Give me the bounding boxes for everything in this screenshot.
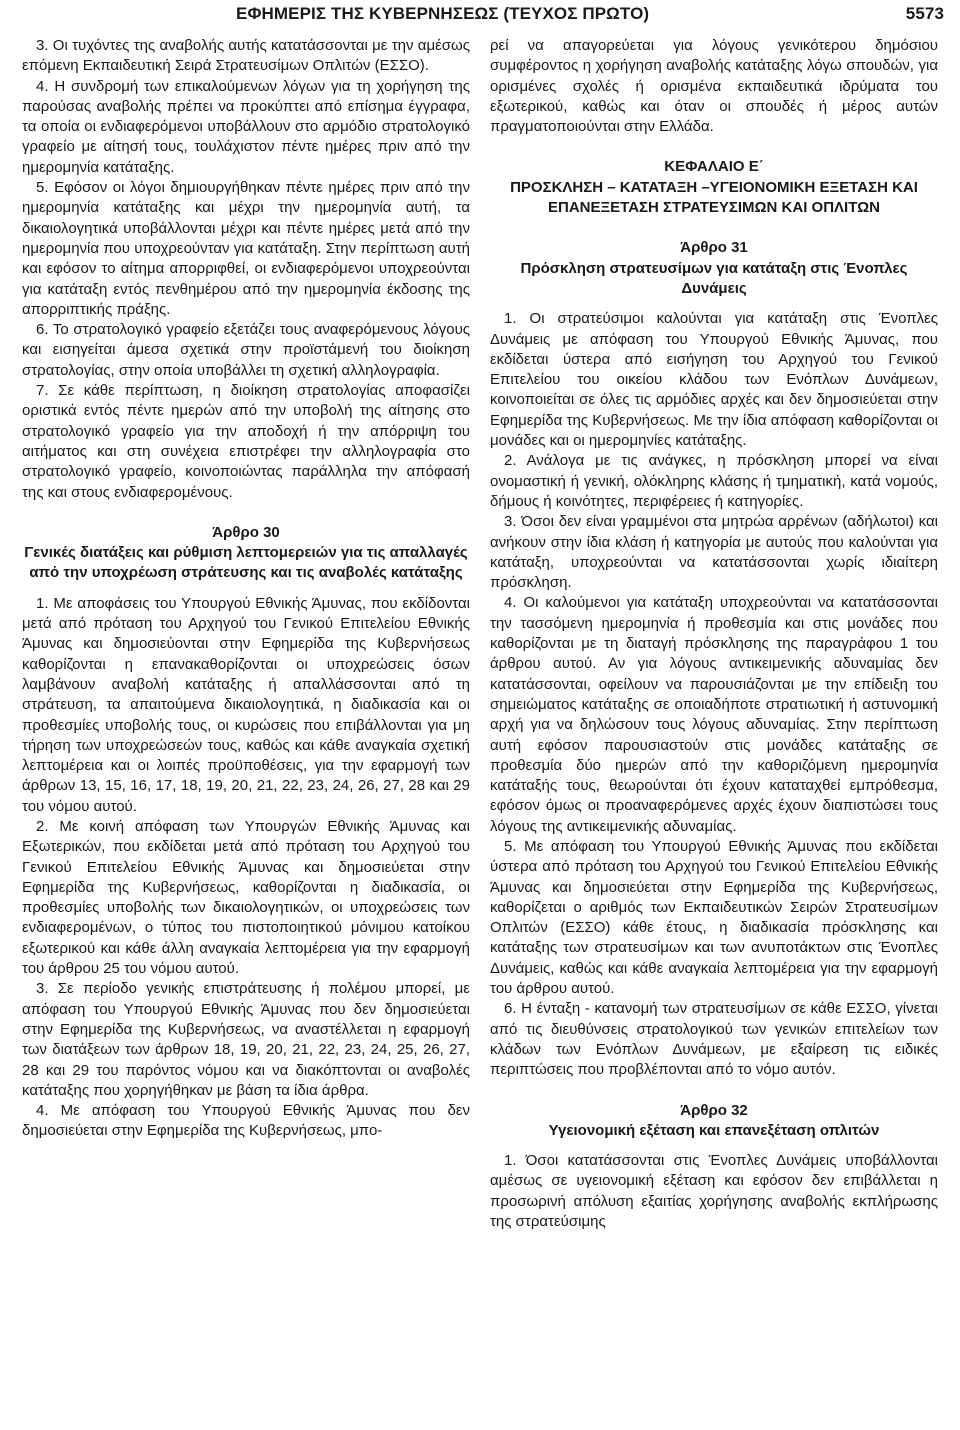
article-31-paragraph-5: 5. Με απόφαση του Υπουργού Εθνικής Άμυνας που εκδίδεται ύστερα από πρόταση του Αρχηγού του Γενικού Επιτελείου Εθνικής Άμυνας και δημοσιεύεται στην Εφημερίδα της Κυβερνήσεως, καθορίζεται ο αριθμός των Εκπαιδευτικών Σειρών Στρατευσίμων Οπλιτών (ΕΣΣΟ) κάθε έτους, η διαδικασία πρόσκλησης και κατάταξης των στρατευσίμων και των ανυποτάκτων στις Ένοπλες Δυνάμεις, καθώς και κάθε αναγκαία λεπτομέρεια για την εφαρμογή του άρθρου αυτού. [490, 837, 938, 998]
article-31-paragraph-6: 6. Η ένταξη - κατανομή των στρατευσίμων σε κάθε ΕΣΣΟ, γίνεται από τις διευθύνσεις στρατολογικού των γενικών επιτελείων των κλάδων των Ενόπλων Δυνάμεων, με εξαίρεση τις ειδικές περιπτώσεις που προβλέπονται από το νόμο αυτόν. [490, 1000, 938, 1079]
chapter-title: ΠΡΟΣΚΛΗΣΗ – ΚΑΤΑΤΑΞΗ –ΥΓΕΙΟΝΟΜΙΚΗ ΕΞΕΤΑΣΗ ΚΑΙ ΕΠΑΝΕΞΕΤΑΣΗ ΣΤΡΑΤΕΥΣΙΜΩΝ ΚΑΙ ΟΠΛΙΤΩΝ [510, 178, 918, 217]
paragraph-4: 4. Η συνδρομή των επικαλούμενων λόγων για τη χορήγηση της παρούσας αναβολής πρέπει να προκύπτει από επίσημα έγγραφα, τα οποία οι ενδιαφερόμενοι υποβάλλουν στο αρμόδιο στρατολογικό γραφείο με αίτησή τους, τουλάχιστον πέντε ημέρες πριν από την ημερομηνία κατάταξης. [22, 77, 470, 176]
article-30-paragraph-4: 4. Με απόφαση του Υπουργού Εθνικής Άμυνας που δεν δημοσιεύεται στην Εφημερίδα της Κυβερνήσεως, μπο- [22, 1102, 470, 1140]
page-header [24, 0, 944, 28]
article-30-paragraph-3: 3. Σε περίοδο γενικής επιστράτευσης ή πολέμου μπορεί, με απόφαση του Υπουργού Εθνικής Άμυνας που δεν δημοσιεύεται στην Εφημερίδα της Κυβερνήσεως, να αναστέλλεται η εφαρμογή των διατάξεων των άρθρων 18, 19, 20, 21, 22, 23, 24, 25, 26, 27, 28 και 29 του παρόντος νόμου και να διακόπτονται οι αναβολές κατάταξης που χορηγήθηκαν με βάση τα ίδια άρθρα. [22, 980, 470, 1099]
chapter-number: ΚΕΦΑΛΑΙΟ Ε΄ [664, 158, 764, 176]
paragraph-5: 5. Εφόσον οι λόγοι δημιουργήθηκαν πέντε ημέρες πριν από την ημερομηνία κατάταξης και μέχρι την ημερομηνία αυτή, τα δικαιολογητικά υποβάλλονται μέχρι και πέντε ημέρες μετά από την ημερομηνία που υποχρεούνταν για κατάταξη. Στην περίπτωση αυτή και εφόσον το αίτημα απορριφθεί, οι ενδιαφερόμενοι υποχρεούνται για κατάταξη εντός πενθημέρου από την ημερομηνία έκδοσης της απορριπτικής πράξης. [22, 179, 470, 318]
article-32-number: Άρθρο 32 [680, 1101, 748, 1119]
page-number: 5573 [905, 4, 944, 23]
article-32-paragraph-1: 1. Όσοι κατατάσσονται στις Ένοπλες Δυνάμεις υποβάλλονται αμέσως σε υγειονομική εξέταση και εφόσον δεν επιβάλλεται η προσωρινή απόλυση εξαιτίας χορήγησης αναβολής εκπλήρωσης της στρατεύσιμης [490, 1152, 938, 1231]
article-30-title: Γενικές διατάξεις και ρύθμιση λεπτομερειών για τις απαλλαγές από την υποχρέωση στράτευσης και τις αναβολές κατάταξης [24, 544, 468, 582]
article-31-paragraph-1: 1. Οι στρατεύσιμοι καλούνται για κατάταξη στις Ένοπλες Δυνάμεις με απόφαση του Υπουργού Εθνικής Άμυνας, που εκδίδεται ύστερα από εισήγηση του Αρχηγού του Γενικού Επιτελείου του οικείου κλάδου των Ενόπλων Δυνάμεων, κοινοποιείται σε όλες τις αρμόδιες αρχές και δεν δημοσιεύεται στην Εφημερίδα της Κυβερνήσεως. Με την ίδια απόφαση καθορίζονται οι μονάδες και οι ημερομηνίες κατάταξης. [490, 310, 938, 450]
article-32-title: Υγειονομική εξέταση και επανεξέταση οπλιτών [548, 1121, 880, 1139]
article-30-number: Άρθρο 30 [212, 523, 280, 541]
paragraph-7: 7. Σε κάθε περίπτωση, η διοίκηση στρατολογίας αποφασίζει οριστικά εντός πέντε ημερών από την υποβολή της αίτησης στο στρατολογικό γραφείο για την αποδοχή ή την απόρριψη του αιτήματος και στη συνέχεια επιστρέφει την αλληλογραφία στο στρατολογικό γραφείο, κοινοποιώντας παράλληλα την απόφασή της και στους ενδιαφερομένους. [22, 382, 470, 501]
article-31-paragraph-3: 3. Όσοι δεν είναι γραμμένοι στα μητρώα αρρένων (αδήλωτοι) και ανήκουν στην ίδια κλάση ή κατηγορία με αυτούς που καλούνται για κατάταξη, υποχρεούνται να κατατάσσονται χωρίς ιδιαίτερη πρόσκληση. [490, 513, 938, 592]
right-column [490, 36, 938, 1430]
article-30-paragraph-2: 2. Με κοινή απόφαση των Υπουργών Εθνικής Άμυνας και Εξωτερικών, που εκδίδεται μετά από πρόταση του Αρχηγού του Γενικού Επιτελείου Εθνικής Άμυνας και δημοσιεύεται στην Εφημερίδα της Κυβερνήσεως, καθορίζονται η διαδικασία, οι προθεσμίες υποβολής των δικαιολογητικών, οι υποχρεώσεις των ενδιαφερομένων, ο τύπος του πιστοποιητικού μόνιμου κατοίκου εξωτερικού και κάθε άλλη αναγκαία λεπτομέρεια για την εφαρμογή του άρθρου 25 του νόμου αυτού. [22, 817, 470, 978]
article-31-title: Πρόσκληση στρατευσίμων για κατάταξη στις Ένοπλες Δυνάμεις [520, 259, 908, 297]
paragraph-3: 3. Οι τυχόντες της αναβολής αυτής κατατάσσονται με την αμέσως επόμενη Εκπαιδευτική Σειρά Στρατευσίμων Οπλιτών (ΕΣΣΟ). [22, 37, 470, 75]
paragraph-6: 6. Το στρατολογικό γραφείο εξετάζει τους αναφερόμενους λόγους και εισηγείται άμεσα σχετικά στην προϊστάμενή του διοίκηση στρατολογίας, στην οποία υποβάλλει τη σχετική αλληλογραφία. [22, 321, 470, 379]
gazette-title: ΕΦΗΜΕΡΙΣ ΤΗΣ ΚΥΒΕΡΝΗΣΕΩΣ (ΤΕΥΧΟΣ ΠΡΩΤΟ) [236, 4, 650, 23]
continued-paragraph: ρεί να απαγορεύεται για λόγους γενικότερου δημόσιου συμφέροντος η χορήγηση αναβολής κατάταξης λόγω σπουδών, για ορισμένες σχολές ή ορισμένα εκπαιδευτικά ιδρύματα του εξωτερικού, καθώς και όταν οι σπουδές ή μέρος αυτών πραγματοποιούνται στην Ελλάδα. [490, 37, 938, 136]
article-30-paragraph-1: 1. Με αποφάσεις του Υπουργού Εθνικής Άμυνας, που εκδίδονται μετά από πρόταση του Αρχηγού του Γενικού Επιτελείου Εθνικής Άμυνας και δημοσιεύονται στην Εφημερίδα της Κυβερνήσεως καθορίζονται η επανακαθορίζονται οι υποχρεώσεις όσων λαμβάνουν αναβολή κατάταξης ή απαλλάσσονται από τη στράτευση, τα απαιτούμενα δικαιολογητικά, η διαδικασία και οι προθεσμίες υποβολής τους, οι κυρώσεις που επιβάλλονται για μη τήρηση των υποχρεώσεών τους, καθώς και κάθε αναγκαία σχετική λεπτομέρεια και οι λοιπές προϋποθέσεις, για την εφαρμογή των άρθρων 13, 15, 16, 17, 18, 19, 20, 21, 22, 23, 24, 26, 27, 28 και 29 του νόμου αυτού. [22, 594, 470, 815]
article-31-paragraph-4: 4. Οι καλούμενοι για κατάταξη υποχρεούνται να κατατάσσονται την τασσόμενη ημερομηνία ή προθεσμία και στις μονάδες που καθορίζονται με τη διαταγή πρόσκλησης της παραγράφου 1 του άρθρου αυτού. Αν για λόγους αντικειμενικής αδυναμίας δεν κατατάσσονται, οφείλουν να παρουσιάζονται με την επίδειξη του σημειώματος κατάταξης σε οποιαδήποτε στρατιωτική ή αστυνομική αρχή για να δηλώσουν τους λόγους αδυναμίας. Στην περίπτωση αυτή εφόσον παρουσιαστούν στις μονάδες κατάταξης σε προθεσμία δύο ημερών από την καθοριζόμενη ημερομηνία κατάταξής τους, θεωρούνται ότι έχουν καταταχθεί εμπρόθεσμα, εφόσον όμως οι προαναφερόμενες αρχές έχουν διαπιστώσει τους λόγους της αντικειμενικής αδυναμίας. [490, 594, 938, 835]
left-column [22, 36, 470, 1430]
article-31-number: Άρθρο 31 [680, 239, 748, 257]
article-31-paragraph-2: 2. Ανάλογα με τις ανάγκες, η πρόσκληση μπορεί να είναι ονομαστική ή γενική, ολόκληρης κλάσης ή τμηματική, κατά νομούς, δήμους ή κοινότητες, περιφέρειες ή κατηγορίες. [490, 452, 938, 510]
